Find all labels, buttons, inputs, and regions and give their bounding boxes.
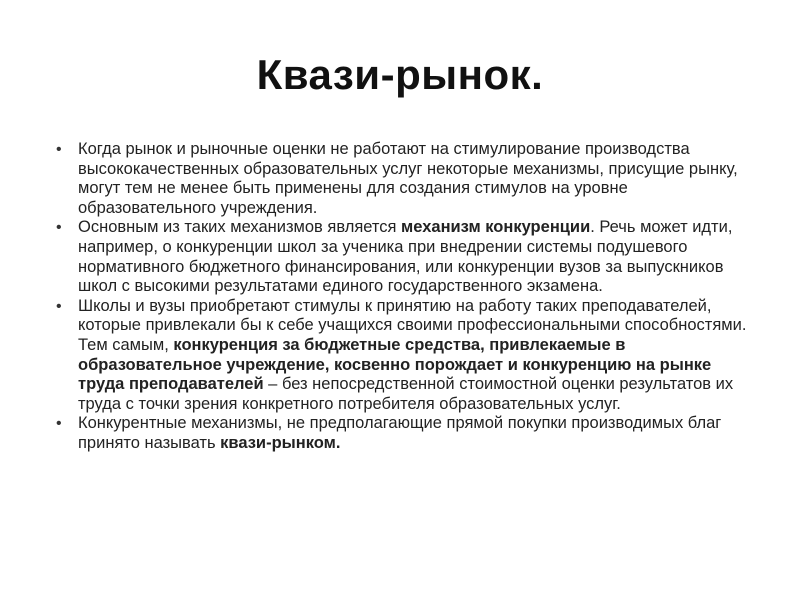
bullet-text-segment: . Речь может идти, например, о конкуренции школ за ученика при внедрении системы подушевого нормативного бюджетного финансирования, или конкуренции вузов за выпускников школ с высокими результатами единого государственного экзамена. [78,218,733,296]
bullet-list [56,140,756,454]
bullet-emphasis: квази-рынком. [220,433,341,452]
bullet-text-segment: Основным из таких механизмов является [78,218,402,237]
bullet-text-segment: Конкурентные механизмы, не предполагающие прямой покупки производимых благ принято называть [78,414,722,452]
bullet-text-segment: Школы и вузы приобретают стимулы к принятию на работу таких преподавателей, которые привлекали бы к себе учащихся своими профессиональными способностями. Тем самым, [78,296,747,354]
bullet-text [78,414,721,452]
bullet-text-segment: Когда рынок и рыночные оценки не работают на стимулирование производства высококачественных образовательных услуг некоторые механизмы, присущие рынку, могут тем не менее быть применены для создания стимулов на уровне образовательного учреждения. [78,140,738,217]
slide-title: Квази-рынок. [256,51,544,98]
bullet-point-icon: • [56,297,62,315]
bullet-text [78,218,732,295]
bullet-item [56,140,756,218]
bullet-emphasis: механизм конкуренции [401,218,591,237]
bullet-text [78,140,738,217]
bullet-point-icon: • [56,141,62,158]
bullet-text [78,297,746,413]
bullet-item [56,218,756,296]
bullet-text-segment: – без непосредственной стоимостной оценки результатов их труда с точки зрения конкретного потребителя образовательных услуг. [78,375,734,413]
bullet-item [56,414,756,453]
bullet-item [56,297,756,415]
bullet-emphasis: конкуренция за бюджетные средства, привлекаемые в образовательное учреждение, косвенно порождает и конкуренцию на рынке труда преподавателей [78,335,712,394]
bullet-point-icon: • [56,219,62,237]
bullet-point-icon: • [56,415,62,433]
